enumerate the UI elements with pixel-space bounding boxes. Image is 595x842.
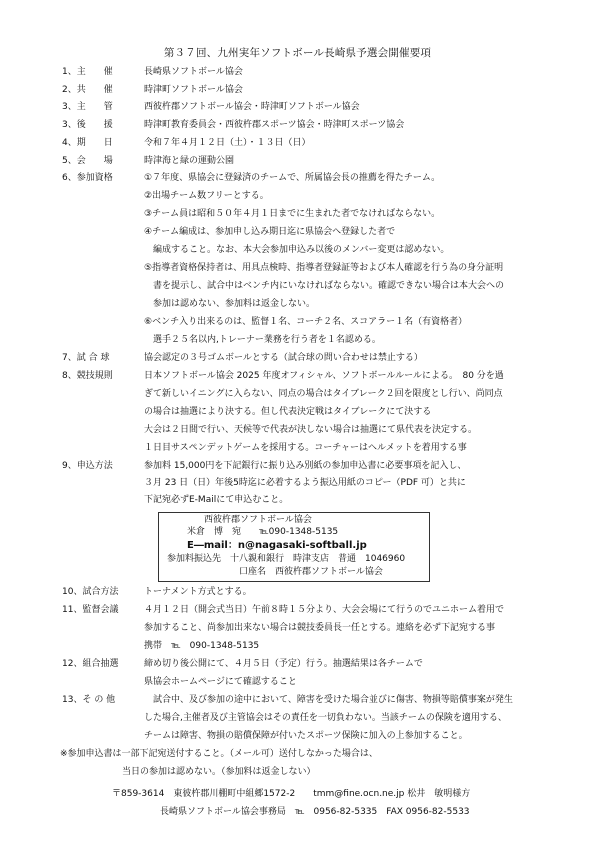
- footer-address: 〒859-3614 東彼杵郡川棚町中組郷1572-2 tmm@fine.ocn.ne.jp 松井 敏明様方: [112, 789, 471, 799]
- footer-office: 長崎県ソフトボール協会事務局 ℡ 0956-82-5335 FAX 0956-82-5533: [160, 807, 470, 817]
- item-label: 3、後 援: [62, 120, 113, 130]
- box-email[interactable]: E―mail：n@nagasaki-softball.jp: [187, 540, 367, 551]
- box-holder: 口座名 西彼杵郡ソフトボール協会: [239, 567, 383, 577]
- item-label: 5、会 場: [62, 156, 113, 166]
- item-label: 6、参加資格: [62, 173, 113, 183]
- item-label: 8、競技規則: [62, 371, 113, 381]
- document-page: 第３７回、九州実年ソフトボール長崎県予選会開催要項 1、主 催 長崎県ソフトボール協会 2、共 催 時津町ソフトボール協会 3、主 管 西彼杵郡ソフトボール協会・時津町ソフトボール協会 3、後 援 時津町教育委員会・西彼杵郡スポーツ協会・時津町スポーツ協会 4、期 日 令和７年４月１２日（土）・１３日（日） 5、会 場 時津海と緑の運動公園 6、参加資格 ①７年度、県協会に登録済のチームで、所属協会長の推薦を得たチーム。 ②出場チーム数フリーとする。 ③チーム員は昭和５０年４月１日までに生まれた者でなければならない。 ④チーム編成は、参加申し込み期日迄に県協会へ登録した者で 編成すること。なお、本大会参加申込み以後のメンバー変更は認めない。 ⑤指導者資格保持者は、用具点検時、指導者登録証等および本人確認を行う為の身分証明 書を提示し、試合中はベンチ内にいなければならない。確認できない場合は本大会への 参加は認めない、参加料は返金しない。 ⑥ベンチ入り出来るのは、監督１名、コーチ２名、スコアラー１名（有資格者） 選手２５名以内,トレーナー業務を行う者を１名認める。 7、試 合 球 協会認定の３号ゴムボールとする（試合球の問い合わせは禁止する） 8、競技規則 日本ソフトボール協会 2025 年度オフィシャル、ソフトボールルールによる。 80 分を過 ぎて新しいイニングに入らない、同点の場合はタイブレーク２回を限度とし行い、尚同点 の場合は抽選により決する。但し代表決定戦はタイブレークにて決する 大会は２日間で行い、天候等で代表が決しない場合は抽選にて県代表を決定する。 １日目サスペンデットゲームを採用する。コーチャーはヘルメットを着用する事 9、申込方法 参加料 15,000円を下記銀行に振り込み別紙の参加申込書に必要事項を記入し、 ３月 23 日（日）年後5時迄に必着するよう振込用紙のコピー（PDF 可）と共に 下記宛必ずE-Mailにて申込むこと。 西彼杵郡ソフトボール協会 米倉 博 宛 ℡090-1348-5135 E―mail：n@nagasaki-softball.jp 参加料振込先 十八親和銀行 時津支店 普通 1046960 口座名 西彼杵郡ソフトボール協会 10、試合方法 トーナメント方式とする。 11、監督会議 ４月１２日（開会式当日）午前８時１５分より、大会会場にて行うのでユニホーム着用で 参加すること、尚参加出来ない場合は競技委員長一任とする。連絡を必ず下記宛する事 携帯 ℡ 090-1348-5135 12、組合抽選 締め切り後公開にて、４月５日（予定）行う。抽選結果は各チームで 県協会ホームページにて確認すること 13、そ の 他 試合中、及び参加の途中において、障害を受けた場合並びに傷害、物損等賠償事案が発生 した場合,主催者及び主管協会はその責任を一切負わない。当該チームの保険を適用する、 チームは障害、物損の賠償保障が付いたスポーツ保険に加入の上参加すること。 ※参加申込書は一部下記宛送付すること。（メール可）送付しなかった場合は、 当日の参加は認めない。（参加料は返金しない） 〒859-3614 東彼杵郡川棚町中組郷1572-2 tmm@fine.ocn.ne.jp 松井 敏明様方 長崎県ソフトボール協会事務局 ℡ 0956-82-5335 FAX 0956-82-5533: [0, 0, 595, 842]
- item-text: 時津町ソフトボール協会: [144, 85, 243, 95]
- item-text: 令和７年４月１２日（土）・１３日（日）: [144, 138, 311, 148]
- item-text: 協会認定の３号ゴムボールとする（試合球の問い合わせは禁止する）: [144, 353, 423, 363]
- item-label: 2、共 催: [62, 85, 113, 95]
- item-text: 西彼杵郡ソフトボール協会・時津町ソフトボール協会: [144, 102, 360, 112]
- item-label: 7、試 合 球: [62, 353, 110, 363]
- box-contact: 米倉 博 宛 ℡090-1348-5135: [187, 527, 339, 537]
- item-label: 11、監督会議: [62, 605, 119, 615]
- contact-box: [158, 512, 430, 582]
- note-line: ※参加申込書は一部下記宛送付すること。（メール可）送付しなかった場合は、: [60, 749, 378, 759]
- item-label: 3、主 管: [62, 102, 113, 112]
- item-text: 長崎県ソフトボール協会: [144, 67, 243, 77]
- item-label: 12、組合抽選: [62, 659, 119, 669]
- box-org: 西彼杵郡ソフトボール協会: [204, 515, 312, 525]
- item-label: 10、試合方法: [62, 587, 119, 597]
- note-line: 当日の参加は認めない。（参加料は返金しない）: [122, 767, 316, 777]
- item-label: 9、申込方法: [62, 461, 113, 471]
- item-label: 1、主 催: [62, 67, 113, 77]
- item-text: 時津海と緑の運動公園: [144, 156, 235, 166]
- item-text: 時津町教育委員会・西彼杵郡スポーツ協会・時津町スポーツ協会: [144, 120, 405, 130]
- item-text: ①７年度、県協会に登録済のチームで、所属協会長の推薦を得たチーム。: [144, 173, 441, 183]
- page-title: 第３７回、九州実年ソフトボール長崎県予選会開催要項: [163, 47, 432, 59]
- box-bank: 参加料振込先 十八親和銀行 時津支店 普通 1046960: [167, 554, 406, 564]
- item-text: トーナメント方式とする。: [144, 587, 252, 597]
- item-label: 13、そ の 他: [62, 695, 116, 705]
- item-label: 4、期 日: [62, 138, 113, 148]
